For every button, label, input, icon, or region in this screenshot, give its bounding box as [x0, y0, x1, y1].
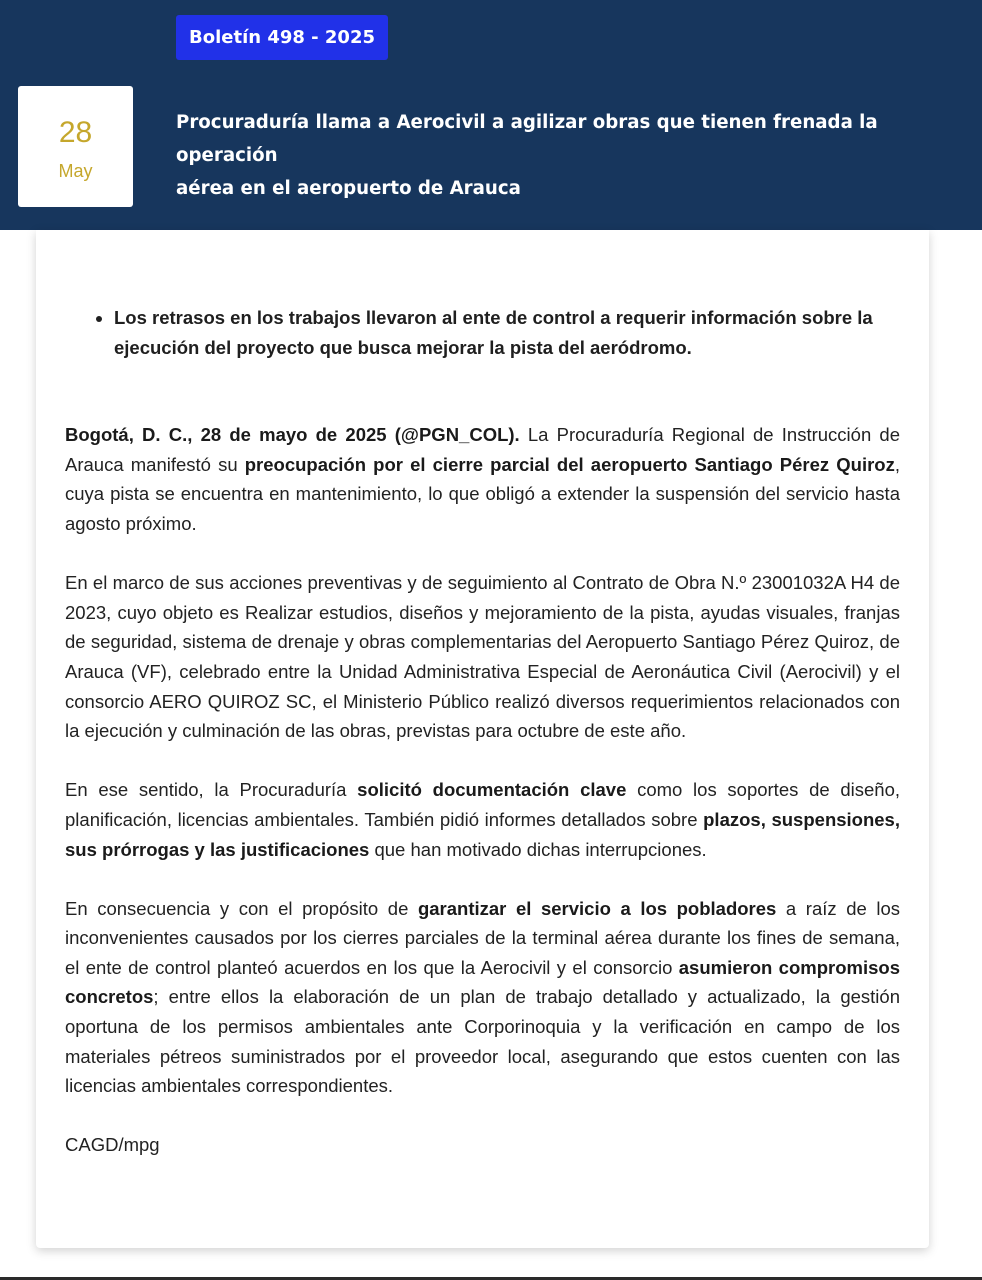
paragraph-3-emphasis-b: plazos, suspensiones, sus prórrogas y las justificaciones	[65, 808, 900, 860]
article-card	[36, 230, 929, 1248]
date-day: 28	[58, 115, 93, 149]
dateline: Bogotá, D. C., 28 de mayo de 2025 (@PGN_COL).	[65, 424, 520, 446]
paragraph-3-text-c: que han motivado dichas interrupciones.	[369, 838, 707, 860]
paragraph-4-emphasis-a: garantizar el servicio a los pobladores	[417, 897, 777, 919]
paragraph-1-emphasis: preocupación por el cierre parcial del aeropuerto Santiago Pérez Quiroz	[244, 453, 895, 475]
paragraph-1-text-b: , cuya pista se encuentra en mantenimiento, lo que obligó a extender la suspensión del servicio hasta agosto próximo.	[65, 453, 900, 534]
headline-line-2: aérea en el aeropuerto de Arauca	[176, 178, 521, 199]
paragraph-3-text-b: como los soportes de diseño, planificación, licencias ambientales. También pidió informes detallados sobre	[65, 779, 901, 830]
headline	[176, 106, 976, 205]
summary-bullet: • Los retrasos en los trabajos llevaron al ente de control a requerir información sobre la ejecución del proyecto que busca mejorar la pista del aeródromo.	[114, 303, 900, 362]
article-body	[65, 303, 900, 1160]
paragraph-4-text-b: a raíz de los inconvenientes causados por los cierres parciales de la terminal aérea durante los fines de semana, el ente de control planteó acuerdos en los que la Aerocivil y el consorcio	[65, 897, 900, 978]
paragraph-4-text-a: En consecuencia y con el propósito de	[65, 897, 418, 919]
headline-line-1: Procuraduría llama a Aerocivil a agilizar obras que tienen frenada la operación	[176, 112, 878, 166]
summary-list	[65, 303, 900, 362]
paragraph-4-text-c: ; entre ellos la elaboración de un plan de trabajo detallado y actualizado, la gestión oportuna de los permisos ambientales ante Corporinoquia y la verificación en campo de los materiales pétreos suministrados por el proveedor local, asegurando que estos cuenten con las licencias ambientales correspondientes.	[65, 986, 900, 1097]
bulletin-badge: Boletín 498 - 2025	[176, 15, 388, 60]
paragraph-4-emphasis-b: asumieron compromisos concretos	[65, 956, 900, 1008]
paragraph-3-emphasis-a: solicitó documentación clave	[357, 779, 627, 801]
date-box	[18, 86, 133, 207]
paragraph-4	[65, 894, 900, 1101]
paragraph-1-text-a: La Procuraduría Regional de Instrucción de Arauca manifestó su	[65, 424, 901, 475]
date-month: May	[58, 160, 93, 181]
paragraph-2: En el marco de sus acciones preventivas y de seguimiento al Contrato de Obra N.º 23001032A H4 de 2023, cuyo objeto es Realizar estudios, diseños y mejoramiento de la pista, ayudas visuales, franjas de seguridad, sistema de drenaje y obras complementarias del Aeropuerto Santiago Pérez Quiroz, de Arauca (VF), celebrado entre la Unidad Administrativa Especial de Aeronáutica Civil (Aerocivil) y el consorcio AERO QUIROZ SC, el Ministerio Público realizó diversos requerimientos relacionados con la ejecución y culminación de las obras, previstas para octubre de este año.	[65, 572, 900, 742]
paragraph-3-text-a: En ese sentido, la Procuraduría	[65, 779, 358, 801]
header-banner	[0, 0, 982, 230]
paragraph-3	[65, 775, 900, 864]
paragraph-1	[65, 420, 900, 538]
signature: CAGD/mpg	[65, 1134, 160, 1156]
